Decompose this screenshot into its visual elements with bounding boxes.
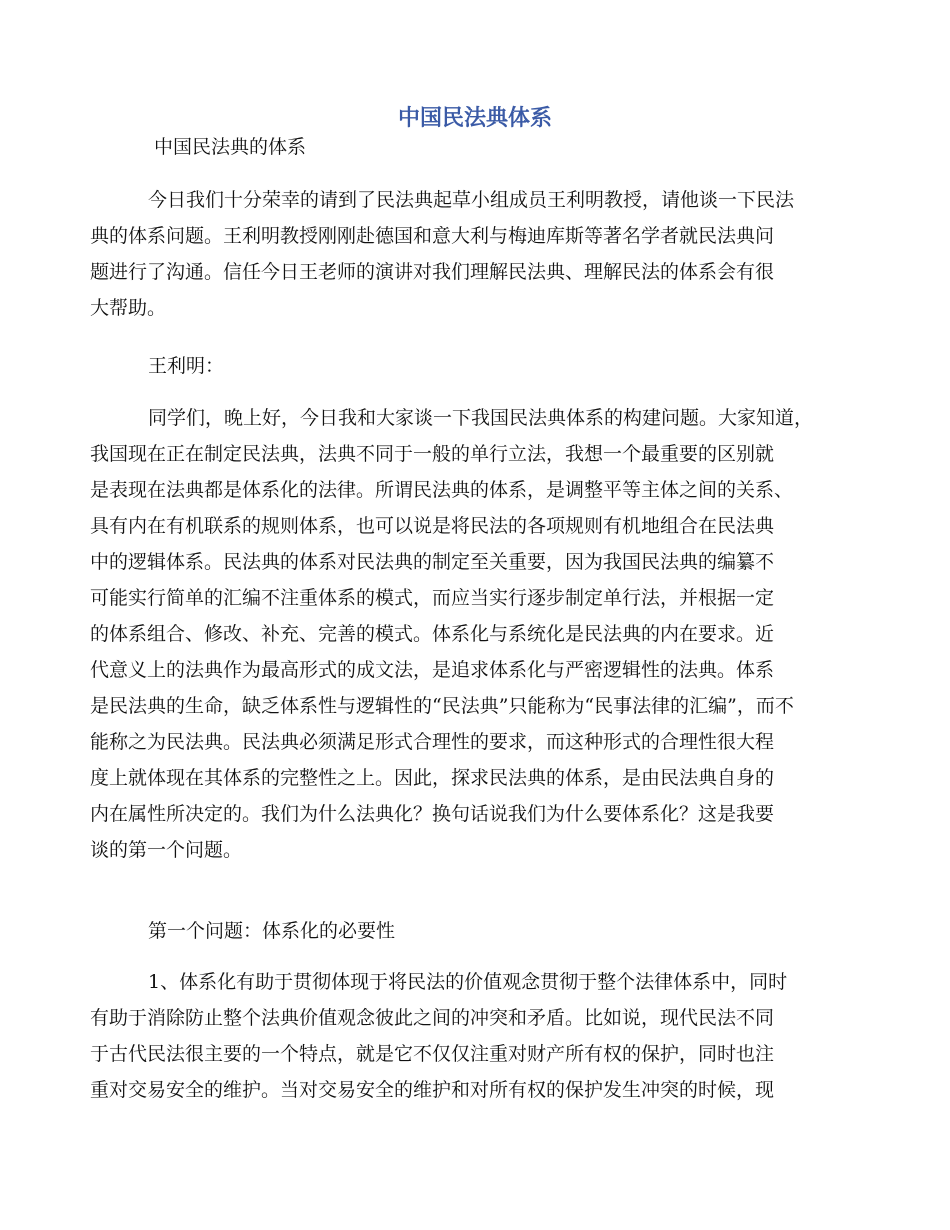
paragraph-line: 今日我们十分荣幸的请到了民法典起草小组成员王利明教授，请他谈一下民法: [148, 189, 795, 211]
point1-paragraph: [90, 964, 787, 1108]
paragraph-line: 题进行了沟通。信任今日王老师的演讲对我们理解民法典、理解民法的体系会有很: [90, 261, 775, 283]
section-heading: 第一个问题：体系化的必要性: [148, 920, 396, 942]
paragraph-line: 有助于消除防止整个法典价值观念彼此之间的冲突和矛盾。比如说，现代民法不同: [90, 1007, 775, 1029]
paragraph-line: 的体系组合、修改、补充、完善的模式。体系化与系统化是民法典的内在要求。近: [90, 623, 775, 645]
paragraph-line: 同学们，晚上好，今日我和大家谈一下我国民法典体系的构建问题。大家知道，: [148, 407, 814, 429]
speaker-label: 王利明：: [148, 355, 225, 377]
intro-paragraph: [90, 182, 794, 326]
document-subtitle: 中国民法典的体系: [154, 136, 307, 158]
paragraph-line: 我国现在正在制定民法典，法典不同于一般的单行立法，我想一个最重要的区别就: [90, 443, 775, 465]
paragraph-line: 于古代民法很主要的一个特点，就是它不仅仅注重对财产所有权的保护，同时也注: [90, 1043, 775, 1065]
paragraph-line: 代意义上的法典作为最高形式的成文法，是追求体系化与严密逻辑性的法典。体系: [90, 659, 775, 681]
paragraph-line: 是表现在法典都是体系化的法律。所谓民法典的体系，是调整平等主体之间的关系、: [90, 479, 794, 501]
paragraph-line: 度上就体现在其体系的完整性之上。因此，探求民法典的体系，是由民法典自身的: [90, 767, 775, 789]
paragraph-line: 是民法典的生命，缺乏体系性与逻辑性的“民法典”只能称为“民事法律的汇编”，而不: [90, 695, 794, 717]
paragraph-line: 典的体系问题。王利明教授刚刚赴德国和意大利与梅迪库斯等著名学者就民法典问: [90, 225, 775, 247]
paragraph-line: 内在属性所决定的。我们为什么法典化？换句话说我们为什么要体系化？这是我要: [90, 803, 775, 825]
paragraph-line: 可能实行简单的汇编不注重体系的模式，而应当实行逐步制定单行法，并根据一定: [90, 587, 775, 609]
paragraph-line: 谈的第一个问题。: [90, 839, 243, 861]
paragraph-line: 能称之为民法典。民法典必须满足形式合理性的要求，而这种形式的合理性很大程: [90, 731, 775, 753]
paragraph-line: 具有内在有机联系的规则体系，也可以说是将民法的各项规则有机地组合在民法典: [90, 515, 775, 537]
paragraph-line: 大帮助。: [90, 297, 167, 319]
paragraph-line: 中的逻辑体系。民法典的体系对民法典的制定至关重要，因为我国民法典的编纂不: [90, 551, 775, 573]
document-title: 中国民法典体系: [397, 106, 552, 131]
paragraph-line: 重对交易安全的维护。当对交易安全的维护和对所有权的保护发生冲突的时候，现: [90, 1079, 775, 1101]
speech-paragraph: [90, 400, 813, 868]
paragraph-line: 1、体系化有助于贯彻体现于将民法的价值观念贯彻于整个法律体系中，同时: [148, 971, 788, 993]
